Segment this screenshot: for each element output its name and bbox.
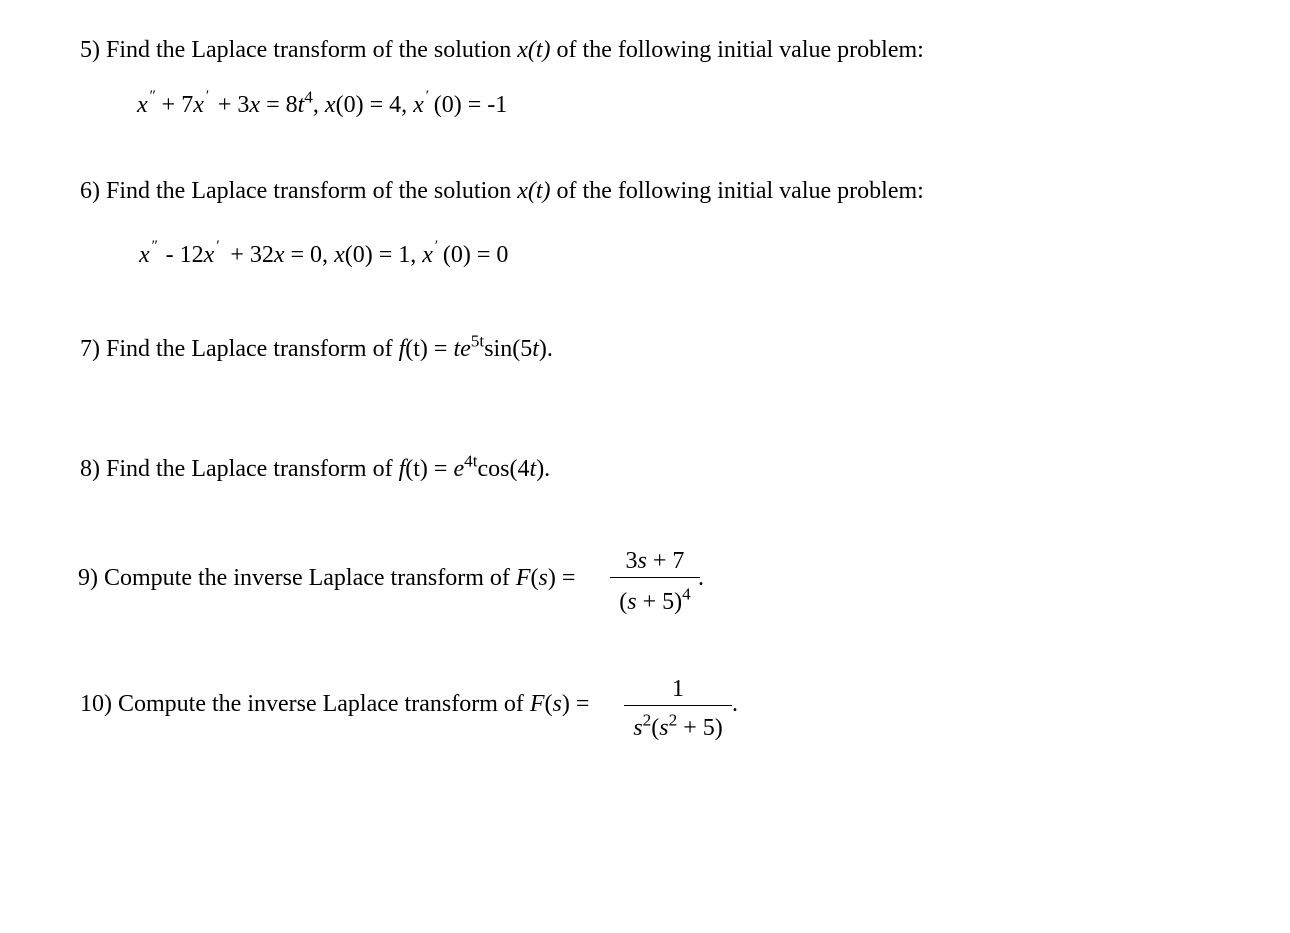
problem-number: 6)	[80, 178, 100, 204]
exponent: 2	[642, 710, 652, 730]
problem-prompt: Compute the inverse Laplace transform of	[104, 565, 510, 591]
function-name: F	[515, 565, 531, 591]
eq-term: ,	[312, 92, 325, 118]
eq-term: (t) =	[405, 336, 454, 362]
eq-term: x	[334, 242, 345, 268]
eq-term: 3	[625, 548, 638, 574]
problem-prompt: Find the Laplace transform of the solution	[106, 37, 512, 63]
eq-term: x	[193, 92, 204, 118]
eq-term: (	[651, 715, 660, 741]
fraction-denominator	[624, 710, 732, 741]
eq-term: + 5)	[677, 715, 723, 741]
eq-term: t	[532, 336, 539, 362]
eq-term: (0) = -1	[427, 92, 508, 118]
eq-term: = 0,	[284, 242, 335, 268]
problem-prompt: Find the Laplace transform of the solution	[106, 178, 512, 204]
problem-6	[80, 179, 924, 203]
fraction-numerator	[624, 677, 732, 701]
function-name: F	[529, 691, 545, 717]
eq-term: e	[453, 456, 465, 482]
eq-term: (	[619, 589, 628, 615]
eq-term: x	[422, 242, 433, 268]
problem-prompt: Compute the inverse Laplace transform of	[118, 691, 524, 717]
eq-term: + 7	[155, 92, 194, 118]
eq-term: = 8	[260, 92, 298, 118]
eq-term: (t) =	[405, 456, 454, 482]
fraction-bar	[610, 577, 700, 578]
problem-7	[80, 331, 553, 362]
exponent: 4t	[464, 451, 478, 471]
eq-term: + 5)	[636, 589, 683, 615]
eq-term: ) =	[547, 565, 576, 591]
period: .	[732, 691, 738, 717]
eq-term: x	[413, 92, 424, 118]
problem-9: 9) Compute the inverse Laplace transform of F(s) =	[78, 565, 576, 591]
eq-term: s	[659, 715, 669, 741]
problem-5	[80, 38, 924, 62]
exponent: 2	[668, 710, 678, 730]
problem-number: 7)	[80, 336, 100, 362]
eq-term: - 12	[159, 242, 204, 268]
fraction-10	[624, 674, 732, 744]
problem-prompt-end: of the following initial value problem:	[556, 37, 924, 63]
exponent: 4	[682, 584, 691, 604]
eq-term: ) =	[561, 691, 590, 717]
equation-5: x ″ + 7x ′ + $3x = 8t^4$, x(0) = 4, x ′ (0) = -1	[137, 87, 508, 118]
fraction-numerator	[610, 549, 700, 573]
problem-number: 10)	[80, 691, 112, 717]
eq-term: x	[203, 242, 215, 268]
problem-prompt: Find the Laplace transform of	[106, 456, 393, 482]
eq-term: x	[273, 242, 285, 268]
period: .	[698, 565, 704, 591]
equation-6: x ″ - 12x ′ + 32x = 0, x(0) = 1, x ′ (0) = 0	[139, 238, 509, 268]
eq-term: t	[453, 336, 461, 362]
function-name: f	[398, 336, 406, 362]
eq-term: + 32	[224, 242, 274, 268]
eq-term: cos(4	[477, 456, 530, 482]
function-name: x(t)	[517, 37, 551, 63]
problem-number: 9)	[78, 565, 98, 591]
eq-term: 1	[672, 676, 684, 702]
problem-prompt: Find the Laplace transform of	[106, 336, 393, 362]
eq-term: s	[538, 565, 548, 591]
problem-number: 5)	[80, 37, 100, 63]
exponent: 5t	[470, 331, 485, 351]
eq-term: ).	[538, 336, 553, 362]
eq-term: (0) = 0	[436, 242, 509, 268]
eq-term: + 3	[211, 92, 250, 118]
eq-term: (0) = 1,	[344, 242, 423, 268]
eq-term: x	[249, 92, 261, 118]
eq-term: x	[137, 92, 148, 118]
eq-term: + 7	[646, 548, 685, 574]
eq-term: s	[637, 548, 647, 574]
eq-term: x	[139, 242, 150, 268]
function-name: f	[398, 456, 406, 482]
exponent: 4	[304, 87, 313, 107]
eq-term: s	[552, 691, 562, 717]
fraction-bar	[624, 705, 732, 706]
function-name: x(t)	[517, 178, 551, 204]
problem-number: 8)	[80, 456, 100, 482]
eq-term: ).	[536, 456, 551, 482]
eq-term: t	[529, 456, 537, 482]
eq-term: s	[627, 589, 637, 615]
eq-term: (0) = 4,	[335, 92, 414, 118]
eq-term: s	[633, 715, 643, 741]
fraction-denominator	[610, 584, 700, 615]
problem-10: 10) Compute the inverse Laplace transform of F(s) =	[80, 691, 590, 717]
eq-term: sin(5	[484, 336, 533, 362]
eq-term: e	[460, 336, 471, 362]
eq-term: x	[324, 92, 336, 118]
problem-8	[80, 451, 551, 482]
fraction-9	[610, 546, 700, 616]
eq-term: t	[297, 92, 305, 118]
problem-prompt-end: of the following initial value problem:	[556, 178, 924, 204]
